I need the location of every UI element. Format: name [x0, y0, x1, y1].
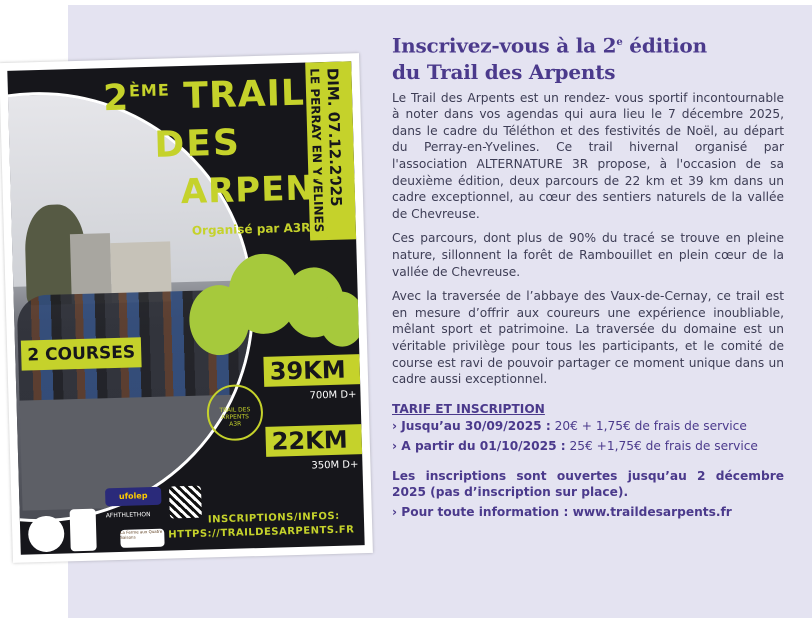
- poster-date: DIM. 07.12.2025 LE PERRAY EN YVELINES: [307, 67, 346, 233]
- info-link[interactable]: › Pour toute information : www.traildesarpents.fr: [392, 504, 732, 519]
- trail-logo: TRAIL DES ARPENTS A3R: [206, 384, 264, 442]
- sponsor-crest-icon: [70, 509, 97, 552]
- poster-title-arpents: ARPENTS: [180, 166, 365, 213]
- ufolep-logo: ufolep: [105, 487, 161, 507]
- article-heading: Inscrivez-vous à la 2e édition du Trail des Arpents: [392, 33, 707, 84]
- registration-note: Les inscriptions sont ouvertes jusqu’au 2 décembre 2025 (pas d’inscription sur place).: [392, 468, 784, 500]
- poster-registration-info: INSCRIPTIONS/INFOS: HTTPS://TRAILDESARPENTS.FR: [168, 510, 355, 541]
- tarif-early: › Jusqu’au 30/09/2025 : 20€ + 1,75€ de frais de service: [392, 418, 747, 433]
- elevation-39km: 700M D+: [309, 389, 357, 402]
- paragraph-intro: Le Trail des Arpents est un rendez- vous sportif incontournable à noter dans vos agendas qui aura lieu le 7 décembre 2025, dans le cadre du Téléthon et des festivités de Noël, au départ du Perray-en-Yvelines. Ce trail hivernal organisé par l'association ALTERNATURE 3R propose, à l'occasion de sa deuxième édition, deux parcours de 22 km et 39 km dans un cadre exceptionnel, au cœur des sentiers naturels de la vallée de Chevreuse.: [392, 90, 784, 221]
- elevation-22km: 350M D+: [311, 459, 359, 472]
- poster-title-des: DES: [153, 122, 242, 166]
- distance-39km: 39KM: [263, 354, 360, 387]
- telethon-logo: AFHTHLETHON: [105, 511, 151, 520]
- distance-22km: 22KM: [265, 424, 362, 457]
- event-poster: [0, 53, 373, 563]
- courses-badge: 2 COURSES: [21, 337, 142, 370]
- paragraph-routes: Ces parcours, dont plus de 90% du tracé se trouve en pleine nature, sillonnent la forêt de Rambouillet en plein cœur de la vallée de Chevreuse.: [392, 231, 784, 279]
- municipal-seal-icon: [28, 515, 65, 552]
- paragraph-abbey: Avec la traversée de l’abbaye des Vaux-de-Cernay, ce trail est en mesure d’offrir aux coureurs une expérience inoubliable, mêlant sport et patrimoine. La traversée du domaine est un véritable privilège pour tous les participants, et le comité de course est ravi de pouvoir partager ce moment unique dans un cadre aussi exceptionnel.: [392, 289, 784, 387]
- tarif-late: › A partir du 01/10/2025 : 25€ +1,75€ de frais de service: [392, 438, 758, 453]
- poster-frame: [0, 53, 373, 563]
- farm-logo: La Ferme aux Quatre Saisons: [120, 529, 164, 548]
- poster-title-edition: 2ÈME TRAIL: [102, 72, 306, 120]
- article: [392, 30, 784, 519]
- poster-organizer: Organisé par A3R: [191, 220, 311, 238]
- poster-content: [7, 61, 364, 554]
- tarif-heading: TARIF ET INSCRIPTION: [392, 401, 545, 416]
